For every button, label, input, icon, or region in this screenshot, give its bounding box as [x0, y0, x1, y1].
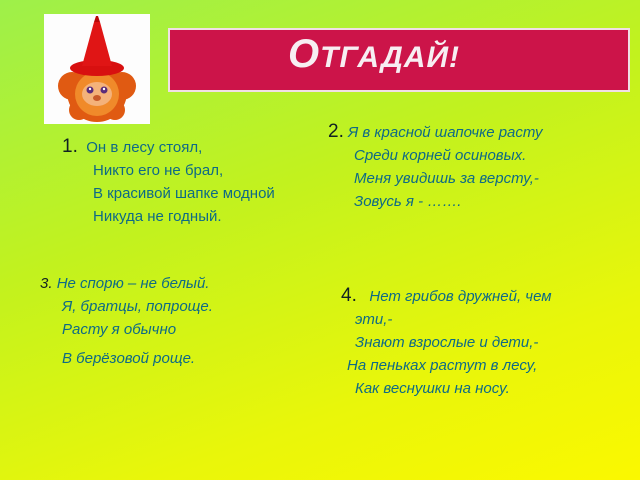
riddle-line: В берёзовой роще. [62, 350, 196, 367]
riddle-line: Он в лесу стоял, [86, 139, 203, 156]
riddle-line: Нет грибов дружней, чем [369, 288, 552, 305]
title-first-letter: О [288, 32, 321, 76]
page-title [288, 32, 460, 77]
riddle-line: Как веснушки на носу. [355, 380, 510, 397]
riddle-line: На пеньках растут в лесу, [347, 357, 538, 374]
riddle-line: Меня увидишь за версту,- [354, 170, 539, 187]
riddle-line: Я, братцы, попроще. [62, 298, 213, 315]
riddle-line: эти,- [355, 311, 393, 328]
riddle-line: Знают взрослые и дети,- [355, 334, 539, 351]
riddle-line: Среди корней осиновых. [354, 147, 527, 164]
riddle-number: 2. [328, 121, 344, 142]
riddle-line: Зовусь я - ……. [354, 193, 462, 210]
riddle-line: Никуда не годный. [93, 208, 222, 225]
riddle-line: Расту я обычно [62, 321, 177, 338]
riddle-2 [328, 120, 543, 213]
title-rest: ТГАДАЙ! [320, 41, 461, 74]
riddle-number: 4. [341, 285, 357, 306]
riddle-number: 3. [40, 275, 53, 292]
riddle-line: Я в красной шапочке расту [348, 124, 543, 141]
plush-toy-in-red-hat-icon [44, 14, 150, 124]
riddle-1 [62, 135, 275, 228]
riddle-line: Не спорю – не белый. [56, 275, 210, 292]
riddle-3 [40, 272, 213, 370]
toy-photo [44, 14, 150, 124]
riddle-line: В красивой шапке модной [93, 185, 275, 202]
riddle-line: Никто его не брал, [93, 162, 224, 179]
title-banner [168, 28, 630, 92]
riddle-number: 1. [62, 136, 78, 157]
riddle-4 [341, 284, 552, 400]
